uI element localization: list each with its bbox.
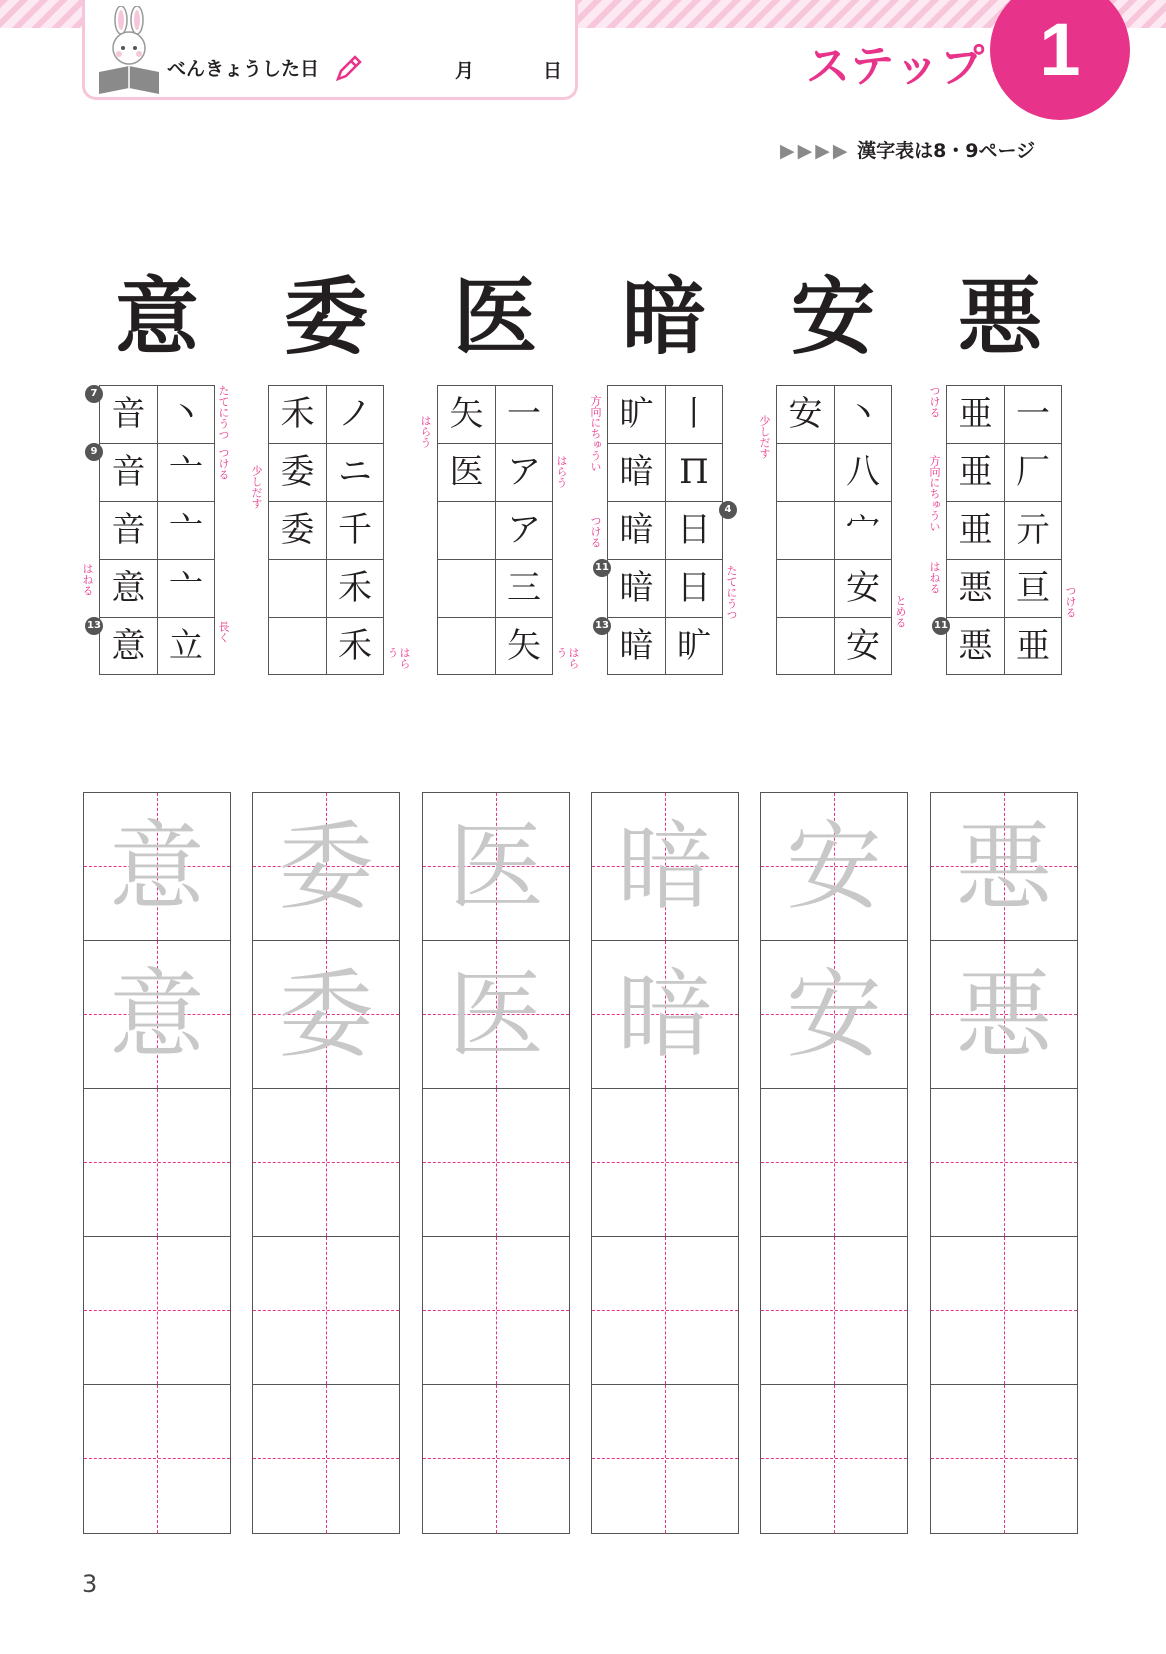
tracing-kanji: 意 bbox=[109, 811, 205, 923]
guide-line bbox=[761, 1458, 907, 1459]
writing-box[interactable] bbox=[253, 793, 399, 941]
stroke-step-cell: 立 bbox=[157, 617, 215, 675]
guide-line bbox=[592, 1162, 738, 1163]
guide-line bbox=[496, 1385, 497, 1533]
stroke-step-cell: 禾 bbox=[268, 385, 326, 443]
stroke-note: たてにうつ bbox=[217, 385, 230, 440]
stroke-step-cell: 丨 bbox=[665, 385, 723, 443]
stroke-step-cell: 一 bbox=[1004, 385, 1062, 443]
writing-box[interactable] bbox=[931, 1237, 1077, 1385]
stroke-note: たてにうつ bbox=[725, 565, 738, 620]
stroke-step-cell: 意 bbox=[99, 559, 157, 617]
stroke-step-cell: ア bbox=[495, 501, 553, 559]
writing-box[interactable] bbox=[423, 1385, 569, 1533]
stroke-step-cell: 禾 bbox=[326, 617, 384, 675]
writing-column bbox=[930, 792, 1078, 1534]
stroke-step-cell bbox=[268, 559, 326, 617]
writing-box[interactable] bbox=[931, 793, 1077, 941]
stroke-count-badge: 13 bbox=[593, 617, 611, 635]
stroke-step-cell bbox=[268, 617, 326, 675]
stroke-step-cell: 安 bbox=[834, 559, 892, 617]
stroke-note: 少しだす bbox=[250, 465, 263, 509]
writing-box[interactable] bbox=[253, 1237, 399, 1385]
writing-box[interactable] bbox=[84, 1385, 230, 1533]
stroke-step-cell: 丶 bbox=[157, 385, 215, 443]
writing-box[interactable] bbox=[592, 793, 738, 941]
writing-box[interactable] bbox=[761, 1237, 907, 1385]
stroke-step-cell: 医 bbox=[437, 443, 495, 501]
guide-line bbox=[84, 1310, 230, 1311]
stroke-count-badge: 7 bbox=[85, 385, 103, 403]
stroke-count-badge: 9 bbox=[85, 443, 103, 461]
stroke-note: はらう bbox=[419, 415, 432, 448]
stroke-step-cell: 音 bbox=[99, 501, 157, 559]
stroke-step-cell: 宀 bbox=[834, 501, 892, 559]
stroke-step-cell: 委 bbox=[268, 501, 326, 559]
stroke-step-cell: 安 bbox=[776, 385, 834, 443]
date-box bbox=[82, 0, 578, 100]
kanji-heading: 暗 bbox=[621, 267, 706, 366]
stroke-note: 少しだす bbox=[758, 415, 771, 459]
stroke-note: はらう bbox=[386, 647, 411, 669]
guide-line bbox=[761, 1162, 907, 1163]
tracing-kanji: 悪 bbox=[956, 959, 1052, 1071]
stroke-step-cell: 矢 bbox=[437, 385, 495, 443]
writing-box[interactable] bbox=[761, 793, 907, 941]
stroke-step-cell: 悪 bbox=[946, 617, 1004, 675]
step-number-badge: 1 bbox=[990, 0, 1130, 120]
writing-box[interactable] bbox=[931, 1385, 1077, 1533]
kanji-table-reference bbox=[780, 136, 1035, 163]
guide-line bbox=[931, 1310, 1077, 1311]
stroke-step-cell: 亠 bbox=[157, 443, 215, 501]
writing-box[interactable] bbox=[931, 941, 1077, 1089]
guide-line bbox=[84, 1162, 230, 1163]
stroke-step-cell bbox=[776, 559, 834, 617]
stroke-note: 方向にちゅうい bbox=[928, 455, 941, 532]
kanji-heading: 意 bbox=[114, 267, 199, 366]
stroke-step-cell bbox=[437, 617, 495, 675]
kanji-heading: 医 bbox=[452, 267, 537, 366]
writing-box[interactable] bbox=[84, 941, 230, 1089]
stroke-note: はねる bbox=[928, 561, 941, 594]
stroke-step-cell: 暗 bbox=[607, 443, 665, 501]
guide-line bbox=[1004, 1385, 1005, 1533]
writing-box[interactable] bbox=[761, 1385, 907, 1533]
writing-box[interactable] bbox=[592, 1385, 738, 1533]
date-label: べんきょうした日 bbox=[167, 58, 320, 80]
tracing-kanji: 悪 bbox=[956, 811, 1052, 923]
tracing-kanji: 委 bbox=[278, 959, 374, 1071]
stroke-step-cell: 亜 bbox=[946, 443, 1004, 501]
stroke-step-cell: 矢 bbox=[495, 617, 553, 675]
stroke-step-cell bbox=[437, 559, 495, 617]
guide-line bbox=[834, 1385, 835, 1533]
stroke-step-cell: 亠 bbox=[157, 559, 215, 617]
stroke-order-grid bbox=[250, 385, 411, 675]
writing-column bbox=[422, 792, 570, 1534]
kanji-heading: 安 bbox=[790, 267, 875, 366]
guide-line bbox=[665, 1385, 666, 1533]
stroke-count-badge: 13 bbox=[85, 617, 103, 635]
stroke-note: とめる bbox=[894, 595, 907, 628]
writing-box[interactable] bbox=[423, 941, 569, 1089]
tracing-kanji: 委 bbox=[278, 811, 374, 923]
writing-box[interactable] bbox=[761, 1089, 907, 1237]
stroke-step-cell: 三 bbox=[495, 559, 553, 617]
writing-box[interactable] bbox=[84, 1237, 230, 1385]
stroke-note: つける bbox=[217, 447, 230, 480]
stroke-note: 方向にちゅうい bbox=[589, 395, 602, 472]
writing-box[interactable] bbox=[253, 1089, 399, 1237]
stroke-step-cell: 亘 bbox=[1004, 559, 1062, 617]
stroke-step-cell: 一 bbox=[495, 385, 553, 443]
writing-box[interactable] bbox=[592, 1089, 738, 1237]
stroke-step-cell bbox=[776, 443, 834, 501]
guide-line bbox=[423, 1310, 569, 1311]
stroke-step-cell: 亠 bbox=[157, 501, 215, 559]
writing-box[interactable] bbox=[592, 1237, 738, 1385]
reference-text: 漢字表は8・9ページ bbox=[857, 140, 1036, 162]
stroke-step-cell bbox=[776, 617, 834, 675]
writing-box[interactable] bbox=[84, 1089, 230, 1237]
stroke-step-cell: 亜 bbox=[1004, 617, 1062, 675]
guide-line bbox=[931, 1458, 1077, 1459]
stroke-note: はらう bbox=[555, 455, 568, 488]
stroke-note: はらう bbox=[555, 647, 580, 669]
stroke-step-cell bbox=[776, 501, 834, 559]
stroke-step-cell: П bbox=[665, 443, 723, 501]
writing-box[interactable] bbox=[931, 1089, 1077, 1237]
guide-line bbox=[253, 1162, 399, 1163]
stroke-count-badge: 4 bbox=[719, 501, 737, 519]
stroke-step-cell: 音 bbox=[99, 385, 157, 443]
stroke-order-grid bbox=[589, 385, 738, 675]
writing-column bbox=[591, 792, 739, 1534]
guide-line bbox=[592, 1310, 738, 1311]
stroke-step-cell: 暗 bbox=[607, 559, 665, 617]
guide-line bbox=[761, 1310, 907, 1311]
arrow-icons: ▶▶▶▶ bbox=[780, 140, 851, 162]
stroke-step-cell: 意 bbox=[99, 617, 157, 675]
kanji-heading-row bbox=[0, 250, 1166, 366]
stroke-step-cell: 悪 bbox=[946, 559, 1004, 617]
guide-line bbox=[253, 1458, 399, 1459]
stroke-order-grid bbox=[758, 385, 907, 675]
writing-box[interactable] bbox=[84, 793, 230, 941]
tracing-kanji: 暗 bbox=[617, 959, 713, 1071]
stroke-step-cell: 八 bbox=[834, 443, 892, 501]
stroke-note: つける bbox=[1064, 585, 1077, 618]
date-month-label: 月 bbox=[455, 60, 475, 82]
stroke-note: つける bbox=[589, 515, 602, 548]
writing-box[interactable] bbox=[423, 1237, 569, 1385]
stroke-order-grid bbox=[928, 385, 1077, 675]
writing-box[interactable] bbox=[592, 941, 738, 1089]
guide-line bbox=[423, 1458, 569, 1459]
stroke-note: つける bbox=[928, 385, 941, 418]
stroke-step-cell: 委 bbox=[268, 443, 326, 501]
stroke-step-cell: 音 bbox=[99, 443, 157, 501]
stroke-count-badge: 11 bbox=[932, 617, 950, 635]
stroke-order-grid bbox=[81, 385, 230, 675]
stroke-order-grid bbox=[419, 385, 580, 675]
writing-box[interactable] bbox=[423, 793, 569, 941]
stroke-step-cell bbox=[437, 501, 495, 559]
stroke-step-cell: 亜 bbox=[946, 501, 1004, 559]
guide-line bbox=[157, 1385, 158, 1533]
stroke-step-cell: 旷 bbox=[607, 385, 665, 443]
writing-column bbox=[83, 792, 231, 1534]
stroke-step-cell: ア bbox=[495, 443, 553, 501]
writing-column bbox=[760, 792, 908, 1534]
guide-line bbox=[326, 1385, 327, 1533]
tracing-kanji: 安 bbox=[786, 811, 882, 923]
stroke-step-cell: 厂 bbox=[1004, 443, 1062, 501]
pencil-icon bbox=[333, 54, 363, 84]
stroke-step-cell: 旷 bbox=[665, 617, 723, 675]
kanji-heading: 委 bbox=[283, 267, 368, 366]
stroke-count-badge: 11 bbox=[593, 559, 611, 577]
writing-box[interactable] bbox=[761, 941, 907, 1089]
guide-line bbox=[592, 1458, 738, 1459]
tracing-kanji: 医 bbox=[448, 811, 544, 923]
stroke-step-cell: 安 bbox=[834, 617, 892, 675]
stroke-step-cell: 日 bbox=[665, 559, 723, 617]
date-day-label: 日 bbox=[543, 60, 563, 82]
stroke-step-cell: ニ bbox=[326, 443, 384, 501]
tracing-kanji: 意 bbox=[109, 959, 205, 1071]
tracing-kanji: 医 bbox=[448, 959, 544, 1071]
stroke-step-cell: 丶 bbox=[834, 385, 892, 443]
guide-line bbox=[253, 1310, 399, 1311]
rabbit-icon bbox=[93, 6, 163, 96]
page-number: 3 bbox=[82, 1570, 98, 1598]
stroke-step-cell: 千 bbox=[326, 501, 384, 559]
stroke-step-cell: 暗 bbox=[607, 501, 665, 559]
stroke-note: はねる bbox=[81, 563, 94, 596]
guide-line bbox=[423, 1162, 569, 1163]
guide-line bbox=[84, 1458, 230, 1459]
writing-column bbox=[252, 792, 400, 1534]
stroke-step-cell: 禾 bbox=[326, 559, 384, 617]
guide-line bbox=[931, 1162, 1077, 1163]
stroke-note: 長く bbox=[217, 621, 230, 643]
tracing-kanji: 暗 bbox=[617, 811, 713, 923]
step-label: ステップ bbox=[806, 41, 986, 92]
writing-box[interactable] bbox=[253, 1385, 399, 1533]
writing-box[interactable] bbox=[423, 1089, 569, 1237]
stroke-step-cell: ノ bbox=[326, 385, 384, 443]
stroke-step-cell: 日 bbox=[665, 501, 723, 559]
kanji-heading: 悪 bbox=[957, 267, 1042, 366]
tracing-kanji: 安 bbox=[786, 959, 882, 1071]
stroke-step-cell: 暗 bbox=[607, 617, 665, 675]
stroke-step-cell: 亜 bbox=[946, 385, 1004, 443]
stroke-step-cell: 亓 bbox=[1004, 501, 1062, 559]
writing-box[interactable] bbox=[253, 941, 399, 1089]
